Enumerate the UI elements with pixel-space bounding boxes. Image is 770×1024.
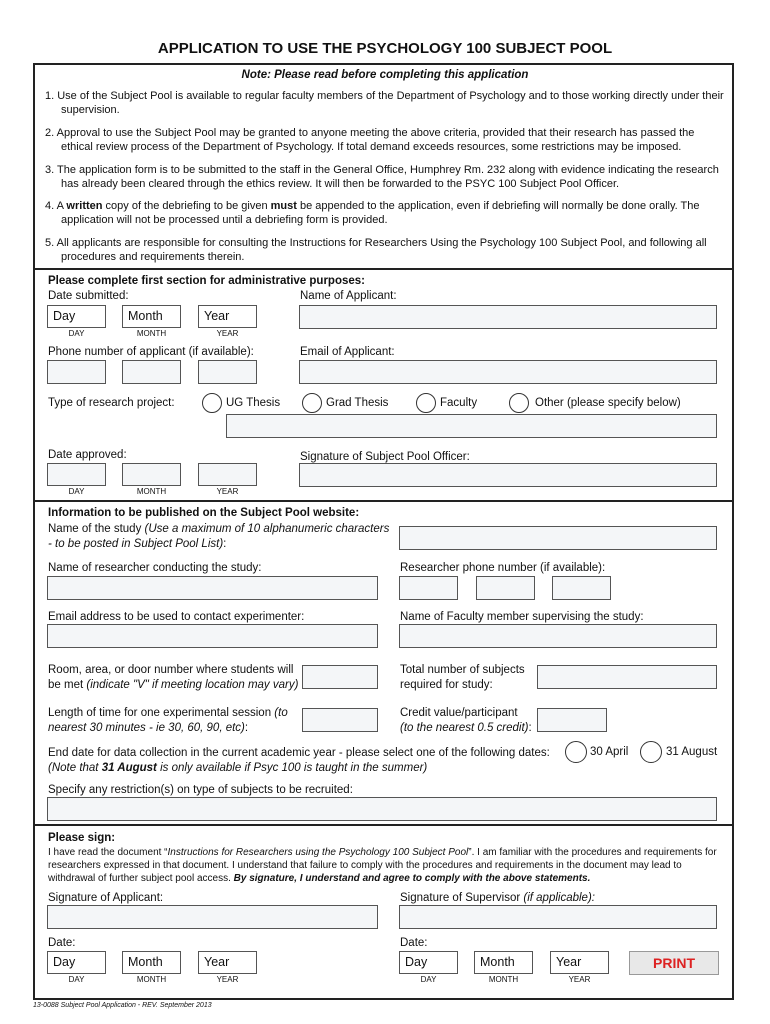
- researcher-phone-label: Researcher phone number (if available):: [400, 562, 606, 574]
- day-caption: DAY: [68, 329, 85, 338]
- researcher-phone-input-2[interactable]: [476, 576, 535, 600]
- applicant-date-year-input[interactable]: Year: [198, 951, 257, 974]
- faculty-radio[interactable]: [416, 393, 436, 413]
- month-caption: MONTH: [488, 975, 519, 984]
- date-approved-day-input[interactable]: [47, 463, 106, 486]
- applicant-signature-input[interactable]: [47, 905, 378, 929]
- grad-thesis-radio[interactable]: [302, 393, 322, 413]
- ug-thesis-label: UG Thesis: [226, 397, 281, 409]
- research-type-label: Type of research project:: [48, 397, 175, 409]
- print-button[interactable]: PRINT: [629, 951, 719, 975]
- researcher-name-input[interactable]: [47, 576, 378, 600]
- faculty-label: Faculty: [440, 397, 478, 409]
- end-date-label: End date for data collection in the current academic year - please select one of the following dates: (Note that 31 August is only available if Psyc 100 is taught in the summer): [48, 747, 550, 774]
- date-submitted-day-input[interactable]: Day: [47, 305, 106, 328]
- email-input[interactable]: [299, 360, 717, 384]
- note-item-4: 4. A written copy of the debriefing to be given must be appended to the application, even if debriefing will normally be done orally. The application will not be processed until a debriefing form is provided.: [45, 200, 700, 226]
- divider: [33, 824, 734, 826]
- other-specify-input[interactable]: [226, 414, 717, 438]
- applicant-signature-label: Signature of Applicant:: [48, 892, 164, 904]
- researcher-phone-input-1[interactable]: [399, 576, 458, 600]
- note-item-5: 5. All applicants are responsible for consulting the Instructions for Researchers Using the Psychology 100 Subject Pool, and following all procedures and requirements therein.: [45, 237, 707, 263]
- phone-input-2[interactable]: [122, 360, 181, 384]
- phone-input-1[interactable]: [47, 360, 106, 384]
- year-caption: YEAR: [568, 975, 591, 984]
- other-label: Other (please specify below): [535, 397, 681, 409]
- credit-value-label: Credit value/participant (to the nearest 0.5 credit):: [400, 707, 532, 734]
- session-length-label: Length of time for one experimental session (to nearest 30 minutes - ie 30, 60, 90, etc):: [48, 707, 288, 734]
- form-title: APPLICATION TO USE THE PSYCHOLOGY 100 SUBJECT POOL: [157, 40, 613, 57]
- phone-label: Phone number of applicant (if available):: [48, 346, 254, 358]
- session-length-input[interactable]: [302, 708, 378, 732]
- study-name-input[interactable]: [399, 526, 717, 550]
- end-date-april-label: 30 April: [590, 746, 629, 758]
- supervisor-signature-label: Signature of Supervisor (if applicable):: [400, 892, 595, 904]
- day-caption: DAY: [68, 487, 85, 496]
- ug-thesis-radio[interactable]: [202, 393, 222, 413]
- month-caption: MONTH: [136, 329, 167, 338]
- end-date-august-radio[interactable]: [640, 741, 662, 763]
- other-radio[interactable]: [509, 393, 529, 413]
- note-item-3: 3. The application form is to be submitted to the staff in the General Office, Humphrey Rm. 232 along with evidence indicating the research has already been cleared through the ethics review. It will then be forwarded to the PSYC 100 Subject Pool Officer.: [45, 164, 719, 190]
- applicant-date-month-input[interactable]: Month: [122, 951, 181, 974]
- total-subjects-input[interactable]: [537, 665, 717, 689]
- admin-heading: Please complete first section for administrative purposes:: [48, 275, 365, 287]
- researcher-name-label: Name of researcher conducting the study:: [48, 562, 262, 574]
- note-item-1: 1. Use of the Subject Pool is available to regular faculty members of the Department of Psychology and to those working directly under their supervision.: [45, 90, 724, 116]
- total-subjects-label: Total number of subjects required for study:: [400, 664, 525, 691]
- end-date-april-radio[interactable]: [565, 741, 587, 763]
- year-caption: YEAR: [216, 487, 239, 496]
- footer-text: 13-0088 Subject Pool Application - REV. September 2013: [33, 1002, 212, 1009]
- room-label: Room, area, or door number where students will be met (indicate "V" if meeting location may vary): [48, 664, 299, 691]
- year-caption: YEAR: [216, 975, 239, 984]
- email-label: Email of Applicant:: [300, 346, 395, 358]
- sign-statement: I have read the document “Instructions for Researchers using the Psychology 100 Subject Pool”. I am familiar with the procedures and requirements for researchers expressed in that document. I understand that failure to comply with the procedures and requirements in the document may lead to withdrawal of further subject pool access. By signature, I understand and agree to comply with the above statements.: [48, 847, 717, 884]
- end-date-august-label: 31 August: [666, 746, 718, 758]
- signature-officer-input[interactable]: [299, 463, 717, 487]
- phone-input-3[interactable]: [198, 360, 257, 384]
- name-applicant-input[interactable]: [299, 305, 717, 329]
- date-approved-month-input[interactable]: [122, 463, 181, 486]
- email-contact-label: Email address to be used to contact experimenter:: [48, 611, 305, 623]
- sign-heading: Please sign:: [48, 832, 116, 844]
- day-caption: DAY: [420, 975, 437, 984]
- applicant-date-label: Date:: [48, 937, 76, 949]
- restrictions-input[interactable]: [47, 797, 717, 821]
- year-caption: YEAR: [216, 329, 239, 338]
- month-caption: MONTH: [136, 975, 167, 984]
- signature-officer-label: Signature of Subject Pool Officer:: [300, 451, 470, 463]
- supervisor-date-label: Date:: [400, 937, 428, 949]
- date-submitted-label: Date submitted:: [48, 290, 129, 302]
- applicant-date-day-input[interactable]: Day: [47, 951, 106, 974]
- date-approved-label: Date approved:: [48, 449, 127, 461]
- date-submitted-month-input[interactable]: Month: [122, 305, 181, 328]
- supervisor-date-month-input[interactable]: Month: [474, 951, 533, 974]
- credit-value-input[interactable]: [537, 708, 607, 732]
- note-title: Note: Please read before completing this application: [241, 69, 529, 81]
- study-name-label: Name of the study (Use a maximum of 10 alphanumeric characters - to be posted in Subject Pool List):: [48, 523, 390, 550]
- faculty-name-label: Name of Faculty member supervising the study:: [400, 611, 644, 623]
- restrictions-label: Specify any restriction(s) on type of subjects to be recruited:: [48, 784, 353, 796]
- website-heading: Information to be published on the Subject Pool website:: [48, 507, 360, 519]
- researcher-phone-input-3[interactable]: [552, 576, 611, 600]
- room-input[interactable]: [302, 665, 378, 689]
- supervisor-date-day-input[interactable]: Day: [399, 951, 458, 974]
- supervisor-signature-input[interactable]: [399, 905, 717, 929]
- divider: [33, 268, 734, 270]
- faculty-name-input[interactable]: [399, 624, 717, 648]
- supervisor-date-year-input[interactable]: Year: [550, 951, 609, 974]
- date-approved-year-input[interactable]: [198, 463, 257, 486]
- divider: [33, 500, 734, 502]
- day-caption: DAY: [68, 975, 85, 984]
- note-item-2: 2. Approval to use the Subject Pool may be granted to anyone meeting the above criteria, provided that their research has passed the ethical review process of the Department of Psychology. If total demand exceeds resources, some restrictions may be imposed.: [45, 127, 695, 153]
- name-applicant-label: Name of Applicant:: [300, 290, 397, 302]
- email-contact-input[interactable]: [47, 624, 378, 648]
- month-caption: MONTH: [136, 487, 167, 496]
- date-submitted-year-input[interactable]: Year: [198, 305, 257, 328]
- grad-thesis-label: Grad Thesis: [326, 397, 389, 409]
